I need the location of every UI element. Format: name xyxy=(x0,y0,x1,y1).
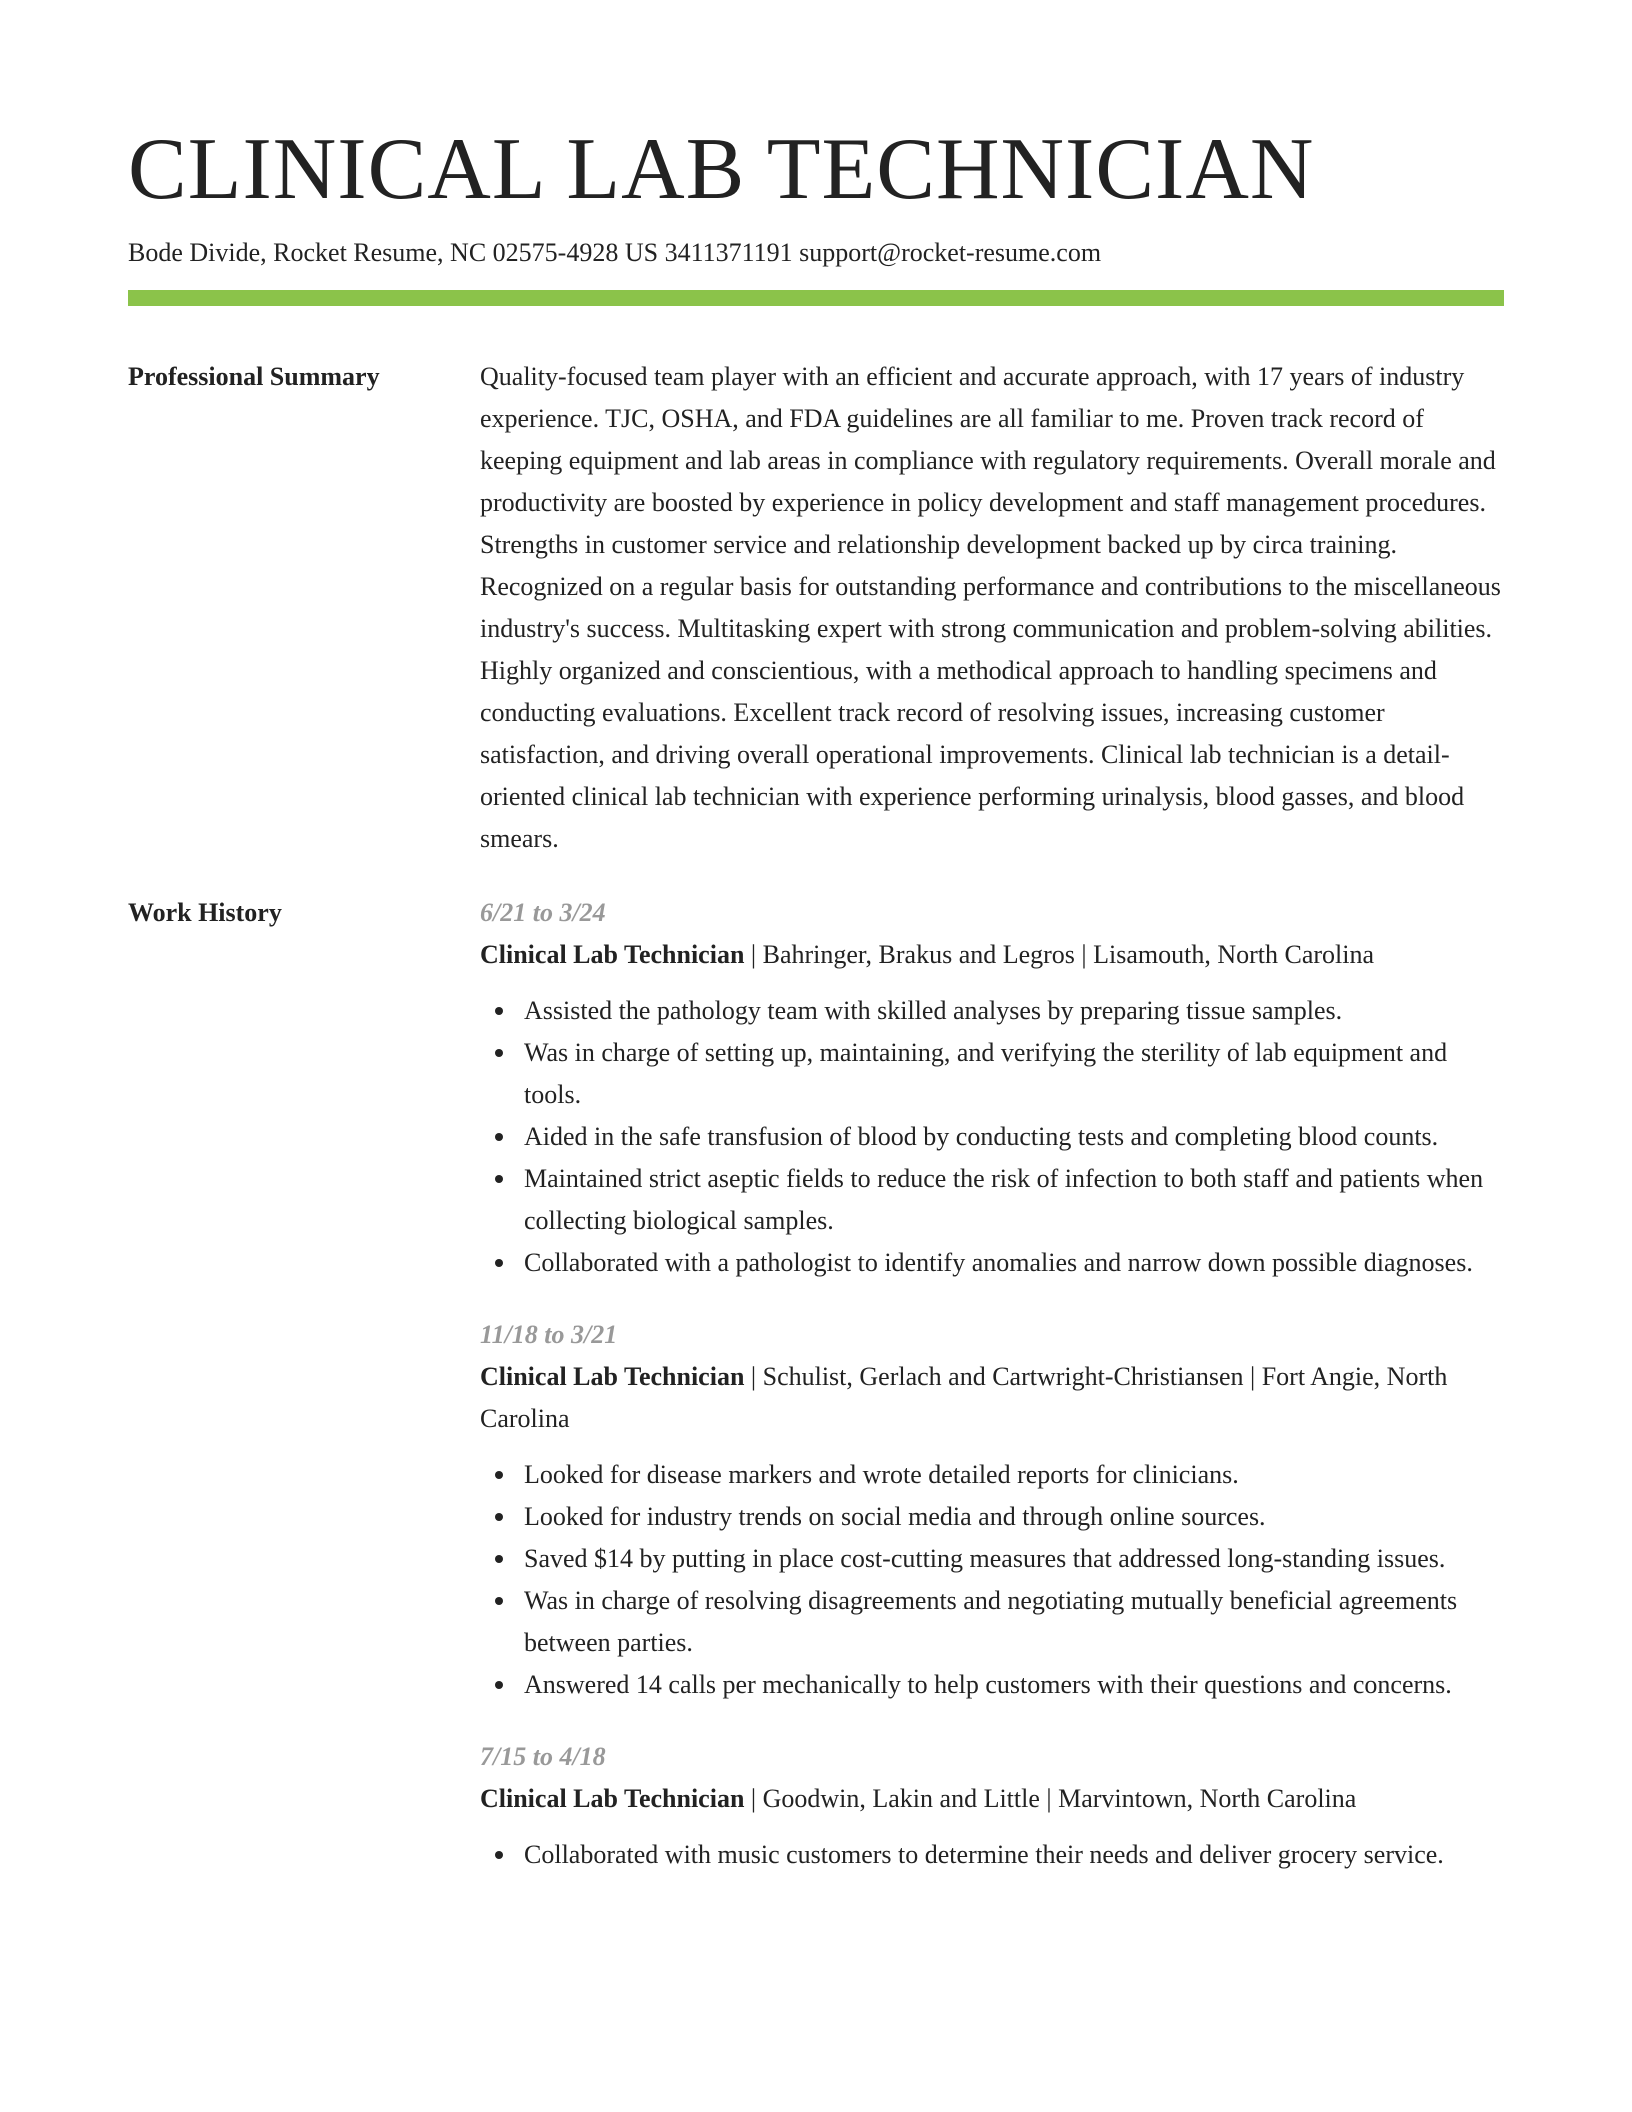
job-bullet xyxy=(524,1496,1504,1538)
job-bullet-text: Answered 14 calls per mechanically to help customers with their questions and concerns. xyxy=(524,1670,1452,1699)
job-bullet xyxy=(524,1158,1504,1242)
resume-page xyxy=(128,0,1504,1906)
job-bullet-text: Was in charge of resolving disagreements and negotiating mutually beneficial agreements between parties. xyxy=(524,1586,1458,1657)
job-bullet-text: Assisted the pathology team with skilled analyses by preparing tissue samples. xyxy=(524,996,1343,1025)
summary-text: Quality-focused team player with an efficient and accurate approach, with 17 years of industry experience. TJC, OSHA, and FDA guidelines are all familiar to me. Proven track record of keeping equipment and lab areas in compliance with regulatory requirements. Overall morale and productivity are boosted by experience in policy development and staff management procedures. Strengths in customer service and relationship development backed up by circa training. Recognized on a regular basis for outstanding performance and contributions to the miscellaneous industry's success. Multitasking expert with strong communication and problem-solving abilities. Highly organized and conscientious, with a methodical approach to handling specimens and conducting evaluations. Excellent track record of resolving issues, increasing customer satisfaction, and driving overall operational improvements. Clinical lab technician is a detail-oriented clinical lab technician with experience performing urinalysis, blood gasses, and blood smears. xyxy=(480,362,1501,853)
job-bullet xyxy=(524,1538,1504,1580)
contact-line: Bode Divide, Rocket Resume, NC 02575-4928 US 3411371191 support@rocket-resume.com xyxy=(128,238,1102,267)
job-heading xyxy=(480,934,1504,976)
work-history-section xyxy=(128,892,1504,1906)
bullet-icon xyxy=(495,1597,503,1605)
job-bullet-text: Collaborated with music customers to determine their needs and deliver grocery service. xyxy=(524,1840,1444,1869)
section-label-work-history: Work History xyxy=(128,898,282,927)
job-bullet-text: Collaborated with a pathologist to identify anomalies and narrow down possible diagnoses. xyxy=(524,1248,1473,1277)
bullet-icon xyxy=(495,1007,503,1015)
job-employer-location: | Schulist, Gerlach and Cartwright-Christiansen | Fort Angie, North Carolina xyxy=(480,1362,1448,1433)
job-bullet-list xyxy=(480,1834,1504,1876)
job-dates: 7/15 to 4/18 xyxy=(480,1742,606,1771)
job-bullet xyxy=(524,1242,1504,1284)
job-bullet-list xyxy=(480,990,1504,1284)
accent-divider xyxy=(128,290,1504,306)
resume-title: CLINICAL LAB TECHNICIAN xyxy=(128,121,1315,218)
job-bullet xyxy=(524,1580,1504,1664)
bullet-icon xyxy=(495,1259,503,1267)
summary-body xyxy=(480,356,1504,860)
job-bullet xyxy=(524,1664,1504,1706)
bullet-icon xyxy=(495,1851,503,1859)
section-label-summary: Professional Summary xyxy=(128,362,380,391)
job-bullet xyxy=(524,1454,1504,1496)
bullet-icon xyxy=(495,1133,503,1141)
job-bullet-text: Aided in the safe transfusion of blood by conducting tests and completing blood counts. xyxy=(524,1122,1439,1151)
job-bullet-text: Saved $14 by putting in place cost-cutting measures that addressed long-standing issues. xyxy=(524,1544,1446,1573)
job-heading xyxy=(480,1356,1504,1440)
job-bullet xyxy=(524,1032,1504,1116)
professional-summary-section xyxy=(128,356,1504,860)
job-bullet-list xyxy=(480,1454,1504,1706)
bullet-icon xyxy=(495,1513,503,1521)
job-employer-location: | Goodwin, Lakin and Little | Marvintown, North Carolina xyxy=(744,1784,1357,1813)
job-bullet xyxy=(524,990,1504,1032)
job-title: Clinical Lab Technician xyxy=(480,940,745,969)
bullet-icon xyxy=(495,1175,503,1183)
job-heading xyxy=(480,1778,1504,1820)
job-bullet-text: Looked for disease markers and wrote detailed reports for clinicians. xyxy=(524,1460,1239,1489)
job-entry xyxy=(480,1736,1504,1876)
job-dates: 6/21 to 3/24 xyxy=(480,898,606,927)
job-bullet-text: Was in charge of setting up, maintaining, and verifying the sterility of lab equipment and tools. xyxy=(524,1038,1448,1109)
work-history-body xyxy=(480,892,1504,1906)
job-entry xyxy=(480,892,1504,1284)
bullet-icon xyxy=(495,1681,503,1689)
job-bullet-text: Maintained strict aseptic fields to reduce the risk of infection to both staff and patients when collecting biological samples. xyxy=(524,1164,1484,1235)
job-bullet xyxy=(524,1834,1504,1876)
job-dates: 11/18 to 3/21 xyxy=(480,1320,618,1349)
bullet-icon xyxy=(495,1555,503,1563)
job-bullet xyxy=(524,1116,1504,1158)
job-employer-location: | Bahringer, Brakus and Legros | Lisamouth, North Carolina xyxy=(744,940,1375,969)
job-title: Clinical Lab Technician xyxy=(480,1784,745,1813)
bullet-icon xyxy=(495,1471,503,1479)
job-entry xyxy=(480,1314,1504,1706)
job-bullet-text: Looked for industry trends on social media and through online sources. xyxy=(524,1502,1266,1531)
job-title: Clinical Lab Technician xyxy=(480,1362,745,1391)
bullet-icon xyxy=(495,1049,503,1057)
